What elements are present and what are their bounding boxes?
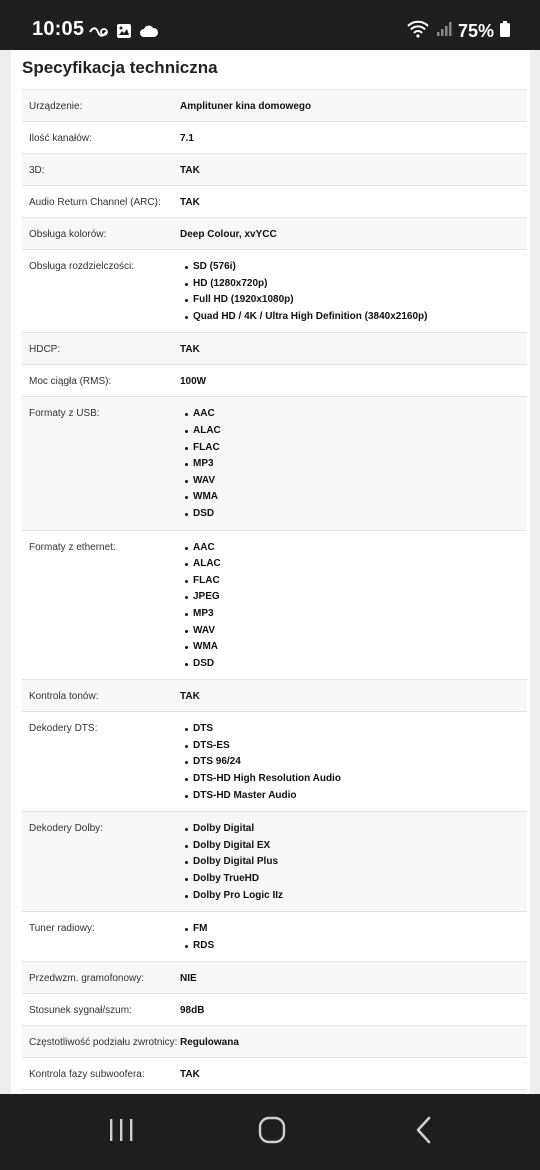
list-item: DTS-ES — [180, 738, 527, 755]
spec-value: TAK — [180, 1069, 200, 1081]
spec-row — [22, 1026, 527, 1058]
list-item: MP3 — [180, 456, 527, 473]
list-item: JPEG — [180, 589, 527, 606]
back-button[interactable] — [404, 1118, 444, 1146]
home-icon — [258, 1116, 286, 1149]
list-item: WAV — [180, 623, 527, 640]
system-icons — [406, 20, 510, 43]
spec-label: Tuner radiowy: — [29, 923, 95, 935]
spec-label: Moc ciągła (RMS): — [29, 376, 112, 388]
cloud-icon — [139, 24, 159, 43]
recent-apps-button[interactable] — [101, 1118, 141, 1146]
spec-value-list — [180, 712, 527, 811]
list-item: FLAC — [180, 440, 527, 457]
spec-value: NIE — [180, 973, 197, 985]
list-item: Full HD (1920x1080p) — [180, 292, 527, 309]
spec-label: Urządzenie: — [29, 101, 83, 112]
list-item: ALAC — [180, 423, 527, 440]
list-item: HD (1280x720p) — [180, 276, 527, 293]
wave-key-icon — [89, 25, 109, 43]
battery-icon — [500, 21, 510, 42]
list-item: Quad HD / 4K / Ultra High Definition (3840x2160p) — [180, 309, 527, 326]
spec-label: Przedwzm. gramofonowy: — [29, 973, 145, 985]
spec-label: Formaty z USB: — [29, 408, 100, 420]
spec-row — [22, 218, 527, 250]
page-title: Specyfikacja techniczna — [22, 58, 218, 77]
spec-value: 100W — [180, 376, 207, 388]
spec-row — [22, 912, 527, 962]
list-item: Dolby Digital Plus — [180, 854, 527, 871]
spec-value-list — [180, 912, 527, 961]
spec-row — [22, 994, 527, 1026]
bullet-list — [180, 540, 527, 673]
page-content — [11, 50, 530, 1094]
spec-value: Regulowana — [180, 1037, 239, 1049]
spec-label: 3D: — [29, 165, 45, 176]
list-item: Dolby Pro Logic IIz — [180, 888, 527, 905]
notification-icons — [89, 23, 159, 44]
spec-row — [22, 712, 527, 812]
web-page[interactable] — [0, 50, 540, 1094]
bullet-list — [180, 821, 527, 904]
list-item: WAV — [180, 473, 527, 490]
spec-value: TAK — [180, 165, 200, 176]
spec-label: Formaty z ethernet: — [29, 541, 116, 553]
spec-value: Deep Colour, xvYCC — [180, 229, 277, 240]
spec-row — [22, 186, 527, 218]
spec-value-list — [180, 250, 527, 332]
list-item: FM — [180, 921, 527, 938]
spec-label: HDCP: — [29, 344, 61, 356]
navigation-bar — [0, 1094, 540, 1170]
spec-label: Kontrola fazy subwoofera: — [29, 1069, 145, 1081]
spec-value-list — [180, 812, 527, 911]
spec-label: Audio Return Channel (ARC): — [29, 197, 161, 208]
list-item: RDS — [180, 938, 527, 955]
spec-label: Ilość kanałów: — [29, 133, 92, 144]
spec-label: Stosunek sygnał/szum: — [29, 1005, 132, 1017]
spec-row — [22, 531, 527, 681]
recent-apps-icon — [107, 1118, 135, 1147]
list-item: DTS 96/24 — [180, 754, 527, 771]
spec-value: Amplituner kina domowego — [180, 101, 312, 112]
list-item: ALAC — [180, 556, 527, 573]
spec-row — [22, 250, 527, 333]
spec-label: Dekodery Dolby: — [29, 823, 103, 835]
list-item: Dolby Digital — [180, 821, 527, 838]
bullet-list — [180, 721, 527, 804]
spec-row — [22, 680, 527, 712]
spec-table — [22, 89, 527, 1122]
list-item: DTS — [180, 721, 527, 738]
gallery-icon — [116, 23, 132, 44]
spec-row — [22, 365, 527, 397]
spec-value: TAK — [180, 691, 200, 703]
clock: 10:05 — [32, 18, 85, 40]
wifi-icon — [406, 20, 430, 43]
home-button[interactable] — [252, 1118, 292, 1146]
spec-value: 98dB — [180, 1005, 205, 1017]
list-item: SD (576i) — [180, 259, 527, 276]
bullet-list — [180, 406, 527, 522]
list-item: Dolby TrueHD — [180, 871, 527, 888]
list-item: WMA — [180, 639, 527, 656]
spec-row — [22, 1058, 527, 1090]
spec-value-list — [180, 531, 527, 680]
spec-value: 7.1 — [180, 133, 194, 144]
spec-row — [22, 812, 527, 912]
spec-row — [22, 154, 527, 186]
status-bar — [0, 0, 540, 50]
spec-label: Obsługa rozdzielczości: — [29, 261, 135, 272]
spec-value: TAK — [180, 197, 200, 208]
spec-row — [22, 122, 527, 154]
list-item: DTS-HD High Resolution Audio — [180, 771, 527, 788]
bullet-list — [180, 921, 527, 954]
spec-row — [22, 962, 527, 994]
list-item: DSD — [180, 656, 527, 673]
list-item: AAC — [180, 406, 527, 423]
spec-label: Kontrola tonów: — [29, 691, 99, 703]
spec-value: TAK — [180, 344, 200, 356]
spec-label: Dekodery DTS: — [29, 723, 98, 735]
signal-icon — [436, 21, 452, 42]
list-item: AAC — [180, 540, 527, 557]
list-item: MP3 — [180, 606, 527, 623]
list-item: Dolby Digital EX — [180, 838, 527, 855]
back-icon — [414, 1116, 434, 1149]
spec-value-list — [180, 397, 527, 529]
list-item: DTS-HD Master Audio — [180, 788, 527, 805]
battery-percentage: 75% — [457, 21, 494, 41]
bullet-list — [180, 259, 527, 325]
list-item: FLAC — [180, 573, 527, 590]
list-item: DSD — [180, 506, 527, 523]
spec-label: Częstotliwość podziału zwrotnicy: — [29, 1037, 178, 1049]
spec-label: Obsługa kolorów: — [29, 229, 107, 240]
spec-row — [22, 90, 527, 122]
spec-row — [22, 333, 527, 365]
list-item: WMA — [180, 489, 527, 506]
spec-row — [22, 397, 527, 530]
